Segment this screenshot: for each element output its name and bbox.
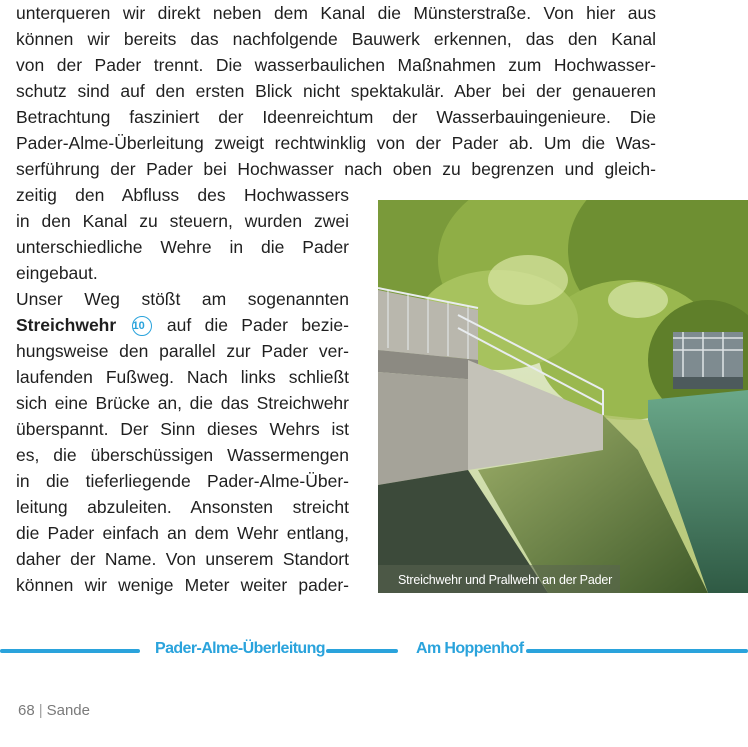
location-marker-icon: 10 — [132, 316, 152, 336]
nav-previous-link[interactable]: Pader-Alme-Überleitung — [155, 640, 325, 657]
text-line: in die tieferliegende Pader-Alme-Über- — [16, 471, 349, 491]
weir-photo-illustration — [378, 200, 748, 593]
text-line: Pader-Alme-Überleitung zweigt rechtwinklig von der Pader ab. Um die Was- — [16, 133, 656, 153]
page-number: 68 — [18, 702, 35, 719]
text-line: in den Kanal zu steuern, wurden zwei — [16, 211, 349, 231]
text-line: hungsweise den parallel zur Pader ver- — [16, 341, 349, 361]
route-navigation — [0, 636, 748, 666]
text-line-with-marker — [16, 312, 349, 338]
text-line: Unser Weg stößt am sogenannten — [16, 289, 349, 309]
text-line: zeitig den Abfluss des Hochwassers — [16, 185, 349, 205]
nav-line-right — [526, 649, 748, 653]
nav-line-left — [0, 649, 140, 653]
streichwehr-keyword: Streichwehr — [16, 315, 117, 335]
text-line: können wir wenige Meter weiter pader- — [16, 575, 349, 595]
nav-next-link[interactable]: Am Hoppenhof — [416, 640, 524, 657]
text-line: sich eine Brücke an, die das Streichwehr — [16, 393, 349, 413]
text-line: die Pader einfach an dem Wehr entlang, — [16, 523, 349, 543]
text-line: überspannt. Der Sinn dieses Wehrs ist — [16, 419, 349, 439]
wide-text-block — [16, 0, 656, 182]
text-line: serführung der Pader bei Hochwasser nach oben zu begrenzen und gleich- — [16, 159, 656, 179]
page-footer — [18, 702, 90, 719]
text-line: schutz sind auf den ersten Blick nicht spektakulär. Aber bei der genaueren — [16, 81, 656, 101]
text-line: eingebaut. — [16, 263, 98, 283]
text-line: unterqueren wir direkt neben dem Kanal die Münsterstraße. Von hier aus — [16, 3, 656, 23]
photo-caption: Streichwehr und Prallwehr an der Pader — [398, 573, 613, 587]
text-line: leitung abzuleiten. Ansonsten streicht — [16, 497, 349, 517]
text-line: Betrachtung fasziniert der Ideenreichtum der Wasserbauingenieure. Die — [16, 107, 656, 127]
text-line: es, die überschüssigen Wassermengen — [16, 445, 349, 465]
text-line: können wir bereits das nachfolgende Bauwerk erkennen, das den Kanal — [16, 29, 656, 49]
section-name: Sande — [46, 702, 90, 719]
footer-separator: | — [38, 702, 43, 719]
text-line: von der Pader trennt. Die wasserbaulichen Maßnahmen zum Hochwasser- — [16, 55, 656, 75]
nav-line-middle — [326, 649, 398, 653]
text-line: daher der Name. Von unserem Standort — [16, 549, 349, 569]
weir-photo — [378, 200, 748, 593]
text-fragment: auf die Pader bezie- — [166, 315, 349, 335]
text-line: unterschiedliche Wehre in die Pader — [16, 237, 349, 257]
narrow-text-block — [16, 182, 349, 598]
text-line: laufenden Fußweg. Nach links schließt — [16, 367, 349, 387]
